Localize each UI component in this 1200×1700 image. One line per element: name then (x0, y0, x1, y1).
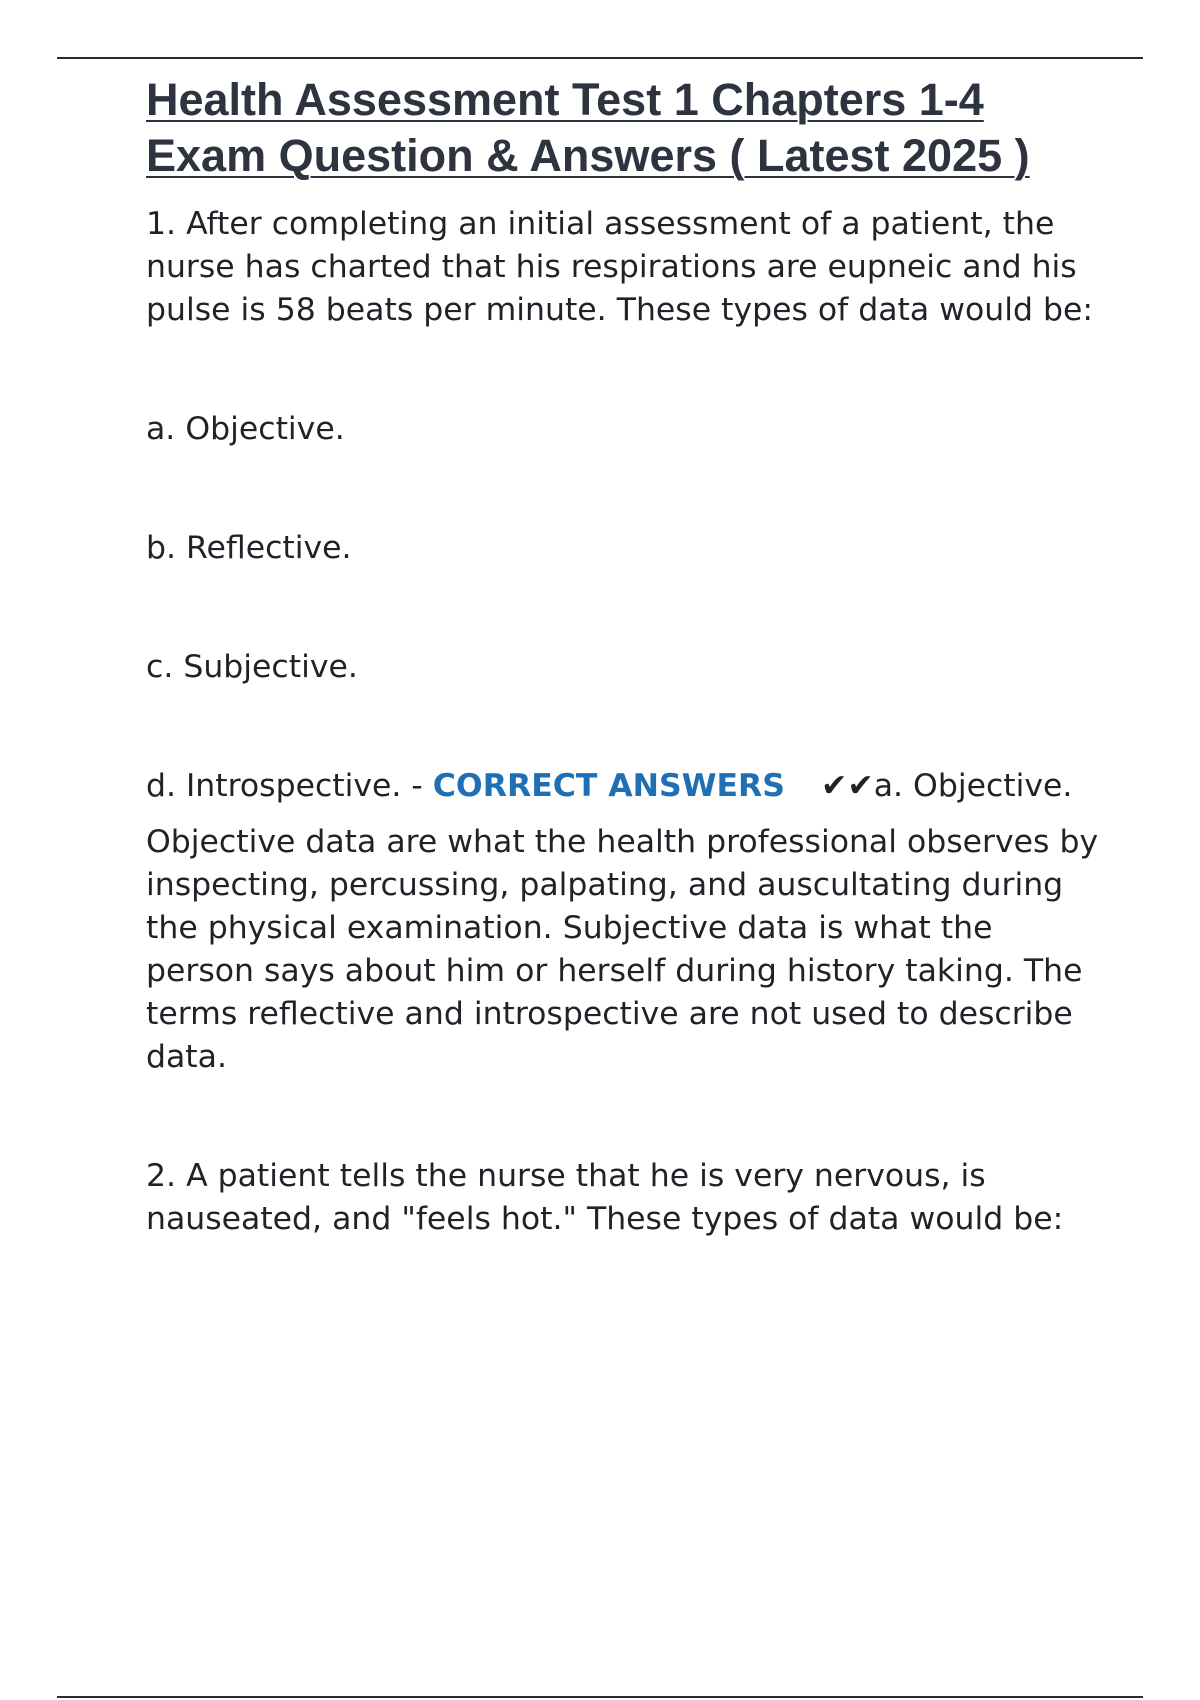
bottom-divider (57, 1696, 1143, 1698)
question-1-option-c: c. Subjective. (146, 649, 358, 685)
question-1-prompt: 1. After completing an initial assessment of a patient, the nurse has charted that his respirations are eupneic and his pulse is 58 beats per minute. These types of data would be: (146, 206, 1093, 328)
document-body (146, 72, 1106, 1241)
top-divider (57, 57, 1143, 59)
question-1-option-a: a. Objective. (146, 411, 345, 447)
question-2-prompt: 2. A patient tells the nurse that he is very nervous, is nauseated, and "feels hot." These types of data would be: (146, 1158, 1064, 1237)
question-1-option-d-with-answer (146, 765, 1106, 808)
question-1-option-d: d. Introspective. - (146, 768, 433, 804)
document-title: Health Assessment Test 1 Chapters 1-4 Exam Question & Answers ( Latest 2025 ) (146, 74, 1030, 181)
correct-answers-label: CORRECT ANSWERS (432, 768, 785, 804)
question-1-explanation: Objective data are what the health professional observes by inspecting, percussing, palpating, and auscultating during the physical examination. Subjective data is what the person says about him or herself during history taking. The terms reflective and introspective are not used to describe data. (146, 824, 1099, 1075)
question-1-answer: ✔✔a. Objective. (820, 768, 1073, 804)
question-1-option-b: b. Reflective. (146, 530, 352, 566)
